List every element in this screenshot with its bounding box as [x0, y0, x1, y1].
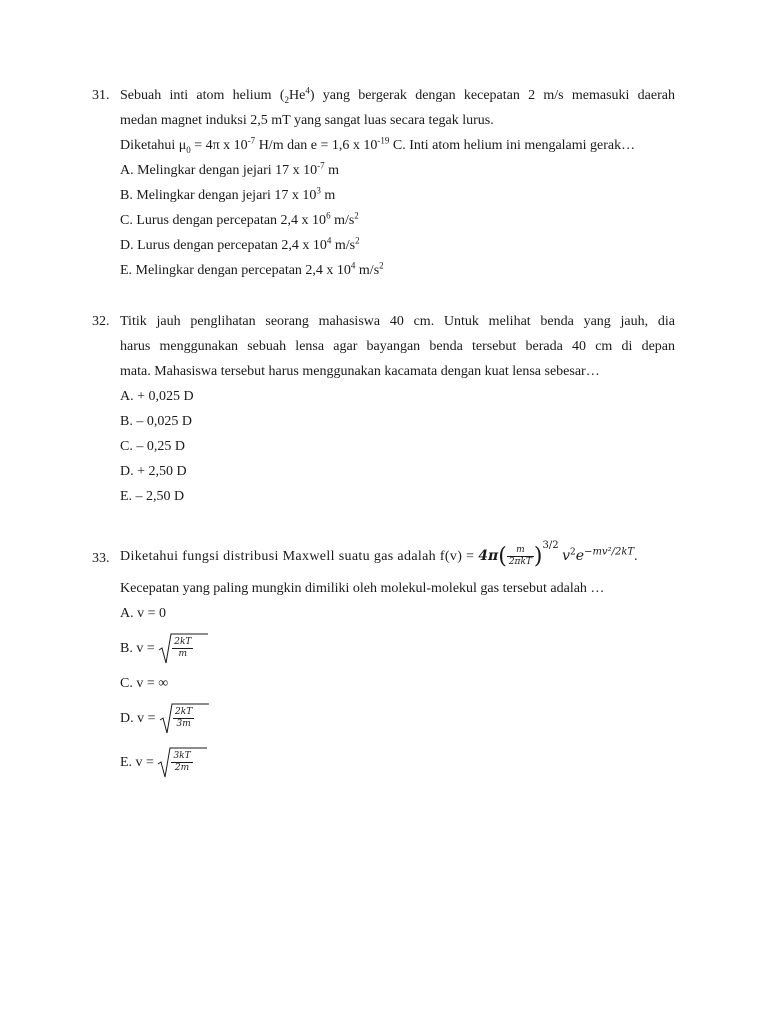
sqrt-symbol: $\frac{2kT}{m}$ — [158, 632, 193, 666]
answer-option-b: B. v = $\frac{2kT}{m}$ — [120, 632, 193, 666]
answer-option-d: D. Lurus dengan percepatan 2,4 x $10^4$ $m/s^2$ — [120, 235, 360, 253]
question-text-line: mata. Mahasiswa tersebut harus menggunakan kacamata dengan kuat lensa sebesar… — [120, 364, 600, 379]
answer-option-b: B. Melingkar dengan jejari 17 x $10^3$ m — [120, 185, 336, 203]
question-text-line: Titik jauh penglihatan seorang mahasiswa 40 cm. Untuk melihat benda yang jauh, dia — [120, 314, 675, 329]
sqrt-symbol: $\frac{2kT}{3m}$ — [159, 702, 194, 736]
question-text-line: Kecepatan yang paling mungkin dimiliki oleh molekul-molekul gas tersebut adalah … — [120, 581, 605, 596]
answer-option-e: E. Melingkar dengan percepatan 2,4 x $10^4$ $m/s^2$ — [120, 260, 384, 278]
question-number: 32. — [92, 314, 110, 329]
maxwell-formula-line: Diketahui fungsi distribusi Maxwell suatu gas adalah f(v) = 4π( $\frac{m}{\text{2πkT}}$ )$^{3/2}$ $v^2e^{-mv^2/2kT}$. — [120, 540, 638, 569]
answer-option-a: A. + 0,025 D — [120, 389, 194, 404]
question-text-line: medan magnet induksi 2,5 mT yang sangat luas secara tegak lurus. — [120, 113, 494, 128]
question-text-line: Sebuah inti atom helium $(_2He^4)$ yang bergerak dengan kecepatan 2 m/s memasuki daerah — [120, 85, 675, 105]
answer-option-b: B. – 0,025 D — [120, 414, 192, 429]
answer-option-c: C. v = ∞ — [120, 676, 169, 691]
answer-option-d: D. v = $\frac{2kT}{3m}$ — [120, 702, 194, 736]
answer-option-c: C. – 0,25 D — [120, 439, 185, 454]
answer-option-a: A. v = 0 — [120, 606, 167, 621]
question-text-line: Diketahui $\mu_0 = 4\pi$ x $10^{-7}$ H/m dan e = 1,6 x $10^{-19}$ C. Inti atom helium ini mengalami gerak… — [120, 135, 636, 155]
answer-option-e: E. v = $\frac{3kT}{2m}$ — [120, 746, 193, 780]
answer-option-a: A. Melingkar dengan jejari 17 x $10^{-7}$ m — [120, 160, 340, 178]
answer-option-e: E. – 2,50 D — [120, 489, 185, 504]
question-text-line: harus menggunakan sebuah lensa agar bayangan benda tersebut berada 40 cm di depan — [120, 339, 675, 354]
answer-option-c: C. Lurus dengan percepatan 2,4 x $10^6$ $m/s^2$ — [120, 210, 359, 228]
question-number: 33. — [92, 551, 110, 566]
sqrt-symbol: $\frac{3kT}{2m}$ — [157, 746, 192, 780]
question-number: 31. — [92, 88, 110, 103]
answer-option-d: D. + 2,50 D — [120, 464, 187, 479]
